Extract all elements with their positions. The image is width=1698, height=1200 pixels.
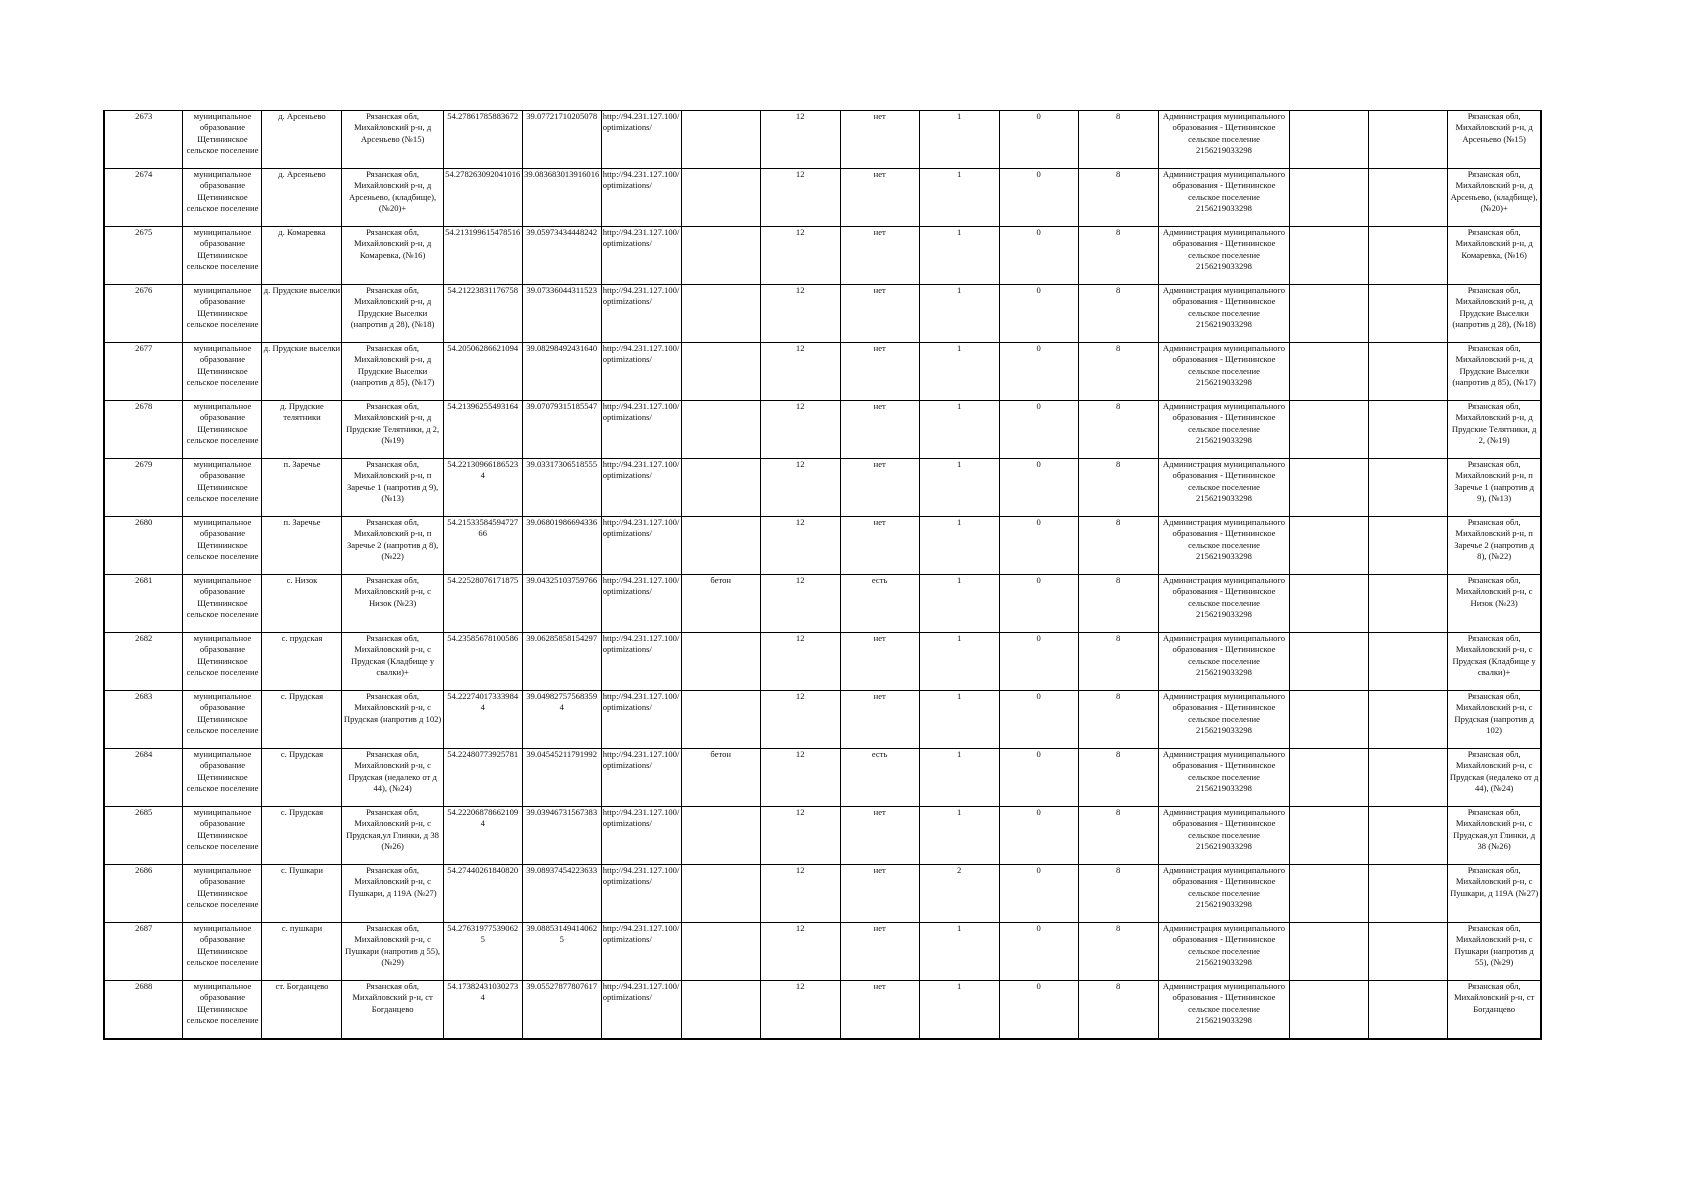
link-cell: http://94.231.127.100/optimizations/ [601, 343, 681, 401]
extra-1-cell [1290, 343, 1369, 401]
count-3-cell: 8 [1078, 807, 1158, 865]
count-2-cell: 0 [999, 691, 1078, 749]
count-2-cell: 0 [999, 285, 1078, 343]
extra-2-cell [1369, 981, 1448, 1040]
source-address-cell: Рязанская обл, Михайловский р-н, с Низок (№23) [1448, 575, 1541, 633]
area-cell: 12 [760, 401, 840, 459]
source-address-cell: Рязанская обл, Михайловский р-н, д Арсеньево (№15) [1448, 111, 1541, 169]
count-2-cell: 0 [999, 749, 1078, 807]
row-number: 2680 [104, 517, 183, 575]
count-1-cell: 1 [919, 807, 999, 865]
link-cell: http://94.231.127.100/optimizations/ [601, 575, 681, 633]
longitude-cell: 39.08937454223633 [522, 865, 601, 923]
row-number: 2674 [104, 169, 183, 227]
fence-cell: нет [840, 285, 919, 343]
latitude-cell: 54.27440261840820 [443, 865, 522, 923]
extra-2-cell [1369, 459, 1448, 517]
address-cell: Рязанская обл, Михайловский р-н, с Пушкари, д 119А (№27) [342, 865, 443, 923]
settlement-cell: ст. Богданцево [262, 981, 342, 1040]
row-number: 2675 [104, 227, 183, 285]
table-row [104, 111, 1541, 169]
owner-cell: Администрация муниципального образования - Щетининское сельское поселение 2156219033298 [1158, 285, 1290, 343]
source-address-cell: Рязанская обл, Михайловский р-н, д Арсеньево, (кладбище), (№20)+ [1448, 169, 1541, 227]
extra-2-cell [1369, 865, 1448, 923]
count-1-cell: 1 [919, 923, 999, 981]
longitude-cell: 39.07721710205078 [522, 111, 601, 169]
settlement-cell: с. Прудская [262, 749, 342, 807]
owner-cell: Администрация муниципального образования - Щетининское сельское поселение 2156219033298 [1158, 575, 1290, 633]
count-1-cell: 1 [919, 343, 999, 401]
surface-cell [681, 517, 760, 575]
count-3-cell: 8 [1078, 227, 1158, 285]
table-row [104, 227, 1541, 285]
surface-cell [681, 923, 760, 981]
link-cell: http://94.231.127.100/optimizations/ [601, 691, 681, 749]
link-cell: http://94.231.127.100/optimizations/ [601, 111, 681, 169]
source-address-cell: Рязанская обл, Михайловский р-н, ст Богданцево [1448, 981, 1541, 1040]
longitude-cell: 39.08853149414062 5 [522, 923, 601, 981]
owner-cell: Администрация муниципального образования - Щетининское сельское поселение 2156219033298 [1158, 691, 1290, 749]
count-1-cell: 1 [919, 401, 999, 459]
count-2-cell: 0 [999, 575, 1078, 633]
count-2-cell: 0 [999, 981, 1078, 1040]
owner-cell: Администрация муниципального образования - Щетининское сельское поселение 2156219033298 [1158, 169, 1290, 227]
address-cell: Рязанская обл, Михайловский р-н, п Заречье 2 (напротив д 8), (№22) [342, 517, 443, 575]
extra-1-cell [1290, 981, 1369, 1040]
count-3-cell: 8 [1078, 343, 1158, 401]
extra-2-cell [1369, 169, 1448, 227]
count-1-cell: 1 [919, 459, 999, 517]
source-address-cell: Рязанская обл, Михайловский р-н, с Пушкари (напротив д 55), (№29) [1448, 923, 1541, 981]
count-1-cell: 1 [919, 575, 999, 633]
area-cell: 12 [760, 227, 840, 285]
extra-1-cell [1290, 285, 1369, 343]
extra-1-cell [1290, 749, 1369, 807]
surface-cell [681, 401, 760, 459]
address-cell: Рязанская обл, Михайловский р-н, д Арсеньево (№15) [342, 111, 443, 169]
link-cell: http://94.231.127.100/optimizations/ [601, 459, 681, 517]
fence-cell: нет [840, 459, 919, 517]
latitude-cell: 54.23585678100586 [443, 633, 522, 691]
count-2-cell: 0 [999, 633, 1078, 691]
row-number: 2677 [104, 343, 183, 401]
source-address-cell: Рязанская обл, Михайловский р-н, д Прудские Телятники, д 2, (№19) [1448, 401, 1541, 459]
row-number: 2678 [104, 401, 183, 459]
table-row [104, 981, 1541, 1040]
latitude-cell: 54.22274017333984 4 [443, 691, 522, 749]
area-cell: 12 [760, 169, 840, 227]
table-row [104, 865, 1541, 923]
count-1-cell: 1 [919, 517, 999, 575]
table-row [104, 343, 1541, 401]
link-cell: http://94.231.127.100/optimizations/ [601, 749, 681, 807]
count-3-cell: 8 [1078, 633, 1158, 691]
source-address-cell: Рязанская обл, Михайловский р-н, д Прудские Выселки (напротив д 28), (№18) [1448, 285, 1541, 343]
count-1-cell: 1 [919, 691, 999, 749]
row-number: 2683 [104, 691, 183, 749]
municipality-cell: муниципальное образование Щетининское сельское поселение [183, 343, 262, 401]
count-2-cell: 0 [999, 865, 1078, 923]
extra-2-cell [1369, 227, 1448, 285]
address-cell: Рязанская обл, Михайловский р-н, с Низок (№23) [342, 575, 443, 633]
address-cell: Рязанская обл, Михайловский р-н, д Комаревка, (№16) [342, 227, 443, 285]
extra-2-cell [1369, 575, 1448, 633]
count-3-cell: 8 [1078, 981, 1158, 1040]
row-number: 2685 [104, 807, 183, 865]
settlement-cell: с. Низок [262, 575, 342, 633]
fence-cell: нет [840, 111, 919, 169]
extra-2-cell [1369, 517, 1448, 575]
longitude-cell: 39.04325103759766 [522, 575, 601, 633]
extra-1-cell [1290, 865, 1369, 923]
extra-1-cell [1290, 459, 1369, 517]
municipality-cell: муниципальное образование Щетининское сельское поселение [183, 401, 262, 459]
table-row [104, 691, 1541, 749]
area-cell: 12 [760, 749, 840, 807]
latitude-cell: 54.21396255493164 [443, 401, 522, 459]
municipality-cell: муниципальное образование Щетининское сельское поселение [183, 285, 262, 343]
count-3-cell: 8 [1078, 401, 1158, 459]
fence-cell: нет [840, 517, 919, 575]
extra-1-cell [1290, 517, 1369, 575]
table-row [104, 169, 1541, 227]
latitude-cell: 54.17382431030273 4 [443, 981, 522, 1040]
fence-cell: нет [840, 343, 919, 401]
extra-2-cell [1369, 343, 1448, 401]
longitude-cell: 39.05973434448242 [522, 227, 601, 285]
source-address-cell: Рязанская обл, Михайловский р-н, с Прудская (напротив д 102) [1448, 691, 1541, 749]
source-address-cell: Рязанская обл, Михайловский р-н, п Заречье 1 (напротив д 9), (№13) [1448, 459, 1541, 517]
longitude-cell: 39.05527877807617 [522, 981, 601, 1040]
owner-cell: Администрация муниципального образования - Щетининское сельское поселение 2156219033298 [1158, 865, 1290, 923]
owner-cell: Администрация муниципального образования - Щетининское сельское поселение 2156219033298 [1158, 227, 1290, 285]
count-3-cell: 8 [1078, 865, 1158, 923]
longitude-cell: 39.08298492431640 [522, 343, 601, 401]
link-cell: http://94.231.127.100/optimizations/ [601, 923, 681, 981]
municipality-cell: муниципальное образование Щетининское сельское поселение [183, 807, 262, 865]
surface-cell [681, 865, 760, 923]
source-address-cell: Рязанская обл, Михайловский р-н, с Прудская (Кладбище у свалки)+ [1448, 633, 1541, 691]
fence-cell: нет [840, 981, 919, 1040]
source-address-cell: Рязанская обл, Михайловский р-н, п Заречье 2 (напротив д 8), (№22) [1448, 517, 1541, 575]
municipality-cell: муниципальное образование Щетининское сельское поселение [183, 981, 262, 1040]
count-1-cell: 1 [919, 169, 999, 227]
link-cell: http://94.231.127.100/optimizations/ [601, 517, 681, 575]
extra-1-cell [1290, 227, 1369, 285]
longitude-cell: 39.04545211791992 [522, 749, 601, 807]
registry-table [103, 110, 1542, 1040]
extra-1-cell [1290, 111, 1369, 169]
settlement-cell: с. пушкари [262, 923, 342, 981]
owner-cell: Администрация муниципального образования - Щетининское сельское поселение 2156219033298 [1158, 401, 1290, 459]
latitude-cell: 54.278263092041016 [443, 169, 522, 227]
surface-cell [681, 111, 760, 169]
address-cell: Рязанская обл, Михайловский р-н, с Прудская (Кладбище у свалки)+ [342, 633, 443, 691]
extra-2-cell [1369, 111, 1448, 169]
source-address-cell: Рязанская обл, Михайловский р-н, с Пушкари, д 119А (№27) [1448, 865, 1541, 923]
owner-cell: Администрация муниципального образования - Щетининское сельское поселение 2156219033298 [1158, 633, 1290, 691]
settlement-cell: с. прудская [262, 633, 342, 691]
table-row [104, 633, 1541, 691]
area-cell: 12 [760, 517, 840, 575]
extra-2-cell [1369, 401, 1448, 459]
municipality-cell: муниципальное образование Щетининское сельское поселение [183, 459, 262, 517]
municipality-cell: муниципальное образование Щетининское сельское поселение [183, 865, 262, 923]
count-2-cell: 0 [999, 401, 1078, 459]
settlement-cell: д. Арсеньево [262, 169, 342, 227]
row-number: 2676 [104, 285, 183, 343]
count-2-cell: 0 [999, 517, 1078, 575]
settlement-cell: с. Прудская [262, 691, 342, 749]
surface-cell: бетон [681, 749, 760, 807]
owner-cell: Администрация муниципального образования - Щетининское сельское поселение 2156219033298 [1158, 923, 1290, 981]
municipality-cell: муниципальное образование Щетининское сельское поселение [183, 691, 262, 749]
latitude-cell: 54.22480773925781 [443, 749, 522, 807]
row-number: 2679 [104, 459, 183, 517]
row-number: 2673 [104, 111, 183, 169]
latitude-cell: 54.22528076171875 [443, 575, 522, 633]
area-cell: 12 [760, 691, 840, 749]
count-2-cell: 0 [999, 459, 1078, 517]
latitude-cell: 54.22206878662109 4 [443, 807, 522, 865]
source-address-cell: Рязанская обл, Михайловский р-н, с Прудская,ул Глинки, д 38 (№26) [1448, 807, 1541, 865]
latitude-cell: 54.21223831176758 [443, 285, 522, 343]
extra-2-cell [1369, 285, 1448, 343]
owner-cell: Администрация муниципального образования - Щетининское сельское поселение 2156219033298 [1158, 517, 1290, 575]
count-2-cell: 0 [999, 807, 1078, 865]
latitude-cell: 54.27631977539062 5 [443, 923, 522, 981]
longitude-cell: 39.06285858154297 [522, 633, 601, 691]
fence-cell: нет [840, 691, 919, 749]
latitude-cell: 54.22130966186523 4 [443, 459, 522, 517]
area-cell: 12 [760, 865, 840, 923]
count-3-cell: 8 [1078, 923, 1158, 981]
longitude-cell: 39.06801986694336 [522, 517, 601, 575]
municipality-cell: муниципальное образование Щетининское сельское поселение [183, 169, 262, 227]
table-row [104, 459, 1541, 517]
longitude-cell: 39.04982757568359 4 [522, 691, 601, 749]
count-2-cell: 0 [999, 343, 1078, 401]
latitude-cell: 54.27861785883672 [443, 111, 522, 169]
row-number: 2688 [104, 981, 183, 1040]
owner-cell: Администрация муниципального образования - Щетининское сельское поселение 2156219033298 [1158, 807, 1290, 865]
latitude-cell: 54.20506286621094 [443, 343, 522, 401]
extra-2-cell [1369, 749, 1448, 807]
link-cell: http://94.231.127.100/optimizations/ [601, 227, 681, 285]
link-cell: http://94.231.127.100/optimizations/ [601, 401, 681, 459]
owner-cell: Администрация муниципального образования - Щетининское сельское поселение 2156219033298 [1158, 981, 1290, 1040]
address-cell: Рязанская обл, Михайловский р-н, с Прудская (недалеко от д 44), (№24) [342, 749, 443, 807]
municipality-cell: муниципальное образование Щетининское сельское поселение [183, 633, 262, 691]
address-cell: Рязанская обл, Михайловский р-н, ст Богданцево [342, 981, 443, 1040]
surface-cell [681, 691, 760, 749]
address-cell: Рязанская обл, Михайловский р-н, с Прудская (напротив д 102) [342, 691, 443, 749]
fence-cell: нет [840, 633, 919, 691]
fence-cell: нет [840, 807, 919, 865]
municipality-cell: муниципальное образование Щетининское сельское поселение [183, 923, 262, 981]
surface-cell [681, 633, 760, 691]
link-cell: http://94.231.127.100/optimizations/ [601, 285, 681, 343]
surface-cell [681, 169, 760, 227]
settlement-cell: д. Арсеньево [262, 111, 342, 169]
address-cell: Рязанская обл, Михайловский р-н, п Заречье 1 (напротив д 9), (№13) [342, 459, 443, 517]
count-1-cell: 2 [919, 865, 999, 923]
settlement-cell: д. Прудские телятники [262, 401, 342, 459]
count-2-cell: 0 [999, 227, 1078, 285]
longitude-cell: 39.03317306518555 [522, 459, 601, 517]
surface-cell: бетон [681, 575, 760, 633]
source-address-cell: Рязанская обл, Михайловский р-н, д Прудские Выселки (напротив д 85), (№17) [1448, 343, 1541, 401]
source-address-cell: Рязанская обл, Михайловский р-н, с Прудская (недалеко от д 44), (№24) [1448, 749, 1541, 807]
settlement-cell: д. Комаревка [262, 227, 342, 285]
extra-1-cell [1290, 923, 1369, 981]
link-cell: http://94.231.127.100/optimizations/ [601, 169, 681, 227]
surface-cell [681, 807, 760, 865]
settlement-cell: с. Прудская [262, 807, 342, 865]
owner-cell: Администрация муниципального образования - Щетининское сельское поселение 2156219033298 [1158, 343, 1290, 401]
table-row [104, 517, 1541, 575]
count-1-cell: 1 [919, 111, 999, 169]
area-cell: 12 [760, 981, 840, 1040]
source-address-cell: Рязанская обл, Михайловский р-н, д Комаревка, (№16) [1448, 227, 1541, 285]
link-cell: http://94.231.127.100/optimizations/ [601, 981, 681, 1040]
surface-cell [681, 459, 760, 517]
longitude-cell: 39.083683013916016 [522, 169, 601, 227]
count-3-cell: 8 [1078, 169, 1158, 227]
municipality-cell: муниципальное образование Щетининское сельское поселение [183, 749, 262, 807]
count-3-cell: 8 [1078, 749, 1158, 807]
link-cell: http://94.231.127.100/optimizations/ [601, 865, 681, 923]
count-3-cell: 8 [1078, 459, 1158, 517]
count-1-cell: 1 [919, 981, 999, 1040]
municipality-cell: муниципальное образование Щетининское сельское поселение [183, 227, 262, 285]
surface-cell [681, 285, 760, 343]
settlement-cell: с. Пушкари [262, 865, 342, 923]
extra-2-cell [1369, 691, 1448, 749]
extra-1-cell [1290, 633, 1369, 691]
settlement-cell: п. Заречье [262, 517, 342, 575]
link-cell: http://94.231.127.100/optimizations/ [601, 807, 681, 865]
fence-cell: нет [840, 923, 919, 981]
owner-cell: Администрация муниципального образования - Щетининское сельское поселение 2156219033298 [1158, 459, 1290, 517]
address-cell: Рязанская обл, Михайловский р-н, д Прудские Телятники, д 2, (№19) [342, 401, 443, 459]
fence-cell: нет [840, 401, 919, 459]
count-3-cell: 8 [1078, 111, 1158, 169]
fence-cell: нет [840, 169, 919, 227]
area-cell: 12 [760, 633, 840, 691]
surface-cell [681, 343, 760, 401]
count-2-cell: 0 [999, 923, 1078, 981]
area-cell: 12 [760, 575, 840, 633]
municipality-cell: муниципальное образование Щетининское сельское поселение [183, 111, 262, 169]
area-cell: 12 [760, 285, 840, 343]
row-number: 2684 [104, 749, 183, 807]
extra-2-cell [1369, 633, 1448, 691]
settlement-cell: д. Прудские выселки [262, 285, 342, 343]
extra-2-cell [1369, 807, 1448, 865]
address-cell: Рязанская обл, Михайловский р-н, с Прудская,ул Глинки, д 38 (№26) [342, 807, 443, 865]
row-number: 2681 [104, 575, 183, 633]
count-2-cell: 0 [999, 111, 1078, 169]
latitude-cell: 54.21533584594727 66 [443, 517, 522, 575]
latitude-cell: 54.213199615478516 [443, 227, 522, 285]
fence-cell: есть [840, 749, 919, 807]
address-cell: Рязанская обл, Михайловский р-н, д Прудские Выселки (напротив д 28), (№18) [342, 285, 443, 343]
extra-2-cell [1369, 923, 1448, 981]
fence-cell: есть [840, 575, 919, 633]
extra-1-cell [1290, 807, 1369, 865]
table-row [104, 749, 1541, 807]
address-cell: Рязанская обл, Михайловский р-н, д Прудские Выселки (напротив д 85), (№17) [342, 343, 443, 401]
row-number: 2682 [104, 633, 183, 691]
surface-cell [681, 981, 760, 1040]
area-cell: 12 [760, 923, 840, 981]
count-3-cell: 8 [1078, 575, 1158, 633]
area-cell: 12 [760, 111, 840, 169]
table-row [104, 575, 1541, 633]
count-3-cell: 8 [1078, 285, 1158, 343]
count-1-cell: 1 [919, 749, 999, 807]
table-row [104, 285, 1541, 343]
count-2-cell: 0 [999, 169, 1078, 227]
count-1-cell: 1 [919, 285, 999, 343]
municipality-cell: муниципальное образование Щетининское сельское поселение [183, 575, 262, 633]
settlement-cell: п. Заречье [262, 459, 342, 517]
table-row [104, 807, 1541, 865]
address-cell: Рязанская обл, Михайловский р-н, д Арсеньево, (кладбище), (№20)+ [342, 169, 443, 227]
extra-1-cell [1290, 169, 1369, 227]
settlement-cell: д. Прудские выселки [262, 343, 342, 401]
extra-1-cell [1290, 575, 1369, 633]
table-row [104, 401, 1541, 459]
municipality-cell: муниципальное образование Щетининское сельское поселение [183, 517, 262, 575]
longitude-cell: 39.07079315185547 [522, 401, 601, 459]
fence-cell: нет [840, 865, 919, 923]
area-cell: 12 [760, 459, 840, 517]
row-number: 2687 [104, 923, 183, 981]
count-1-cell: 1 [919, 227, 999, 285]
extra-1-cell [1290, 401, 1369, 459]
count-1-cell: 1 [919, 633, 999, 691]
surface-cell [681, 227, 760, 285]
count-3-cell: 8 [1078, 517, 1158, 575]
owner-cell: Администрация муниципального образования - Щетининское сельское поселение 2156219033298 [1158, 749, 1290, 807]
address-cell: Рязанская обл, Михайловский р-н, с Пушкари (напротив д 55), (№29) [342, 923, 443, 981]
table-row [104, 923, 1541, 981]
area-cell: 12 [760, 807, 840, 865]
owner-cell: Администрация муниципального образования - Щетининское сельское поселение 2156219033298 [1158, 111, 1290, 169]
registry-table-body [104, 111, 1541, 1040]
link-cell: http://94.231.127.100/optimizations/ [601, 633, 681, 691]
longitude-cell: 39.03946731567383 [522, 807, 601, 865]
area-cell: 12 [760, 343, 840, 401]
count-3-cell: 8 [1078, 691, 1158, 749]
longitude-cell: 39.07336044311523 [522, 285, 601, 343]
extra-1-cell [1290, 691, 1369, 749]
fence-cell: нет [840, 227, 919, 285]
row-number: 2686 [104, 865, 183, 923]
